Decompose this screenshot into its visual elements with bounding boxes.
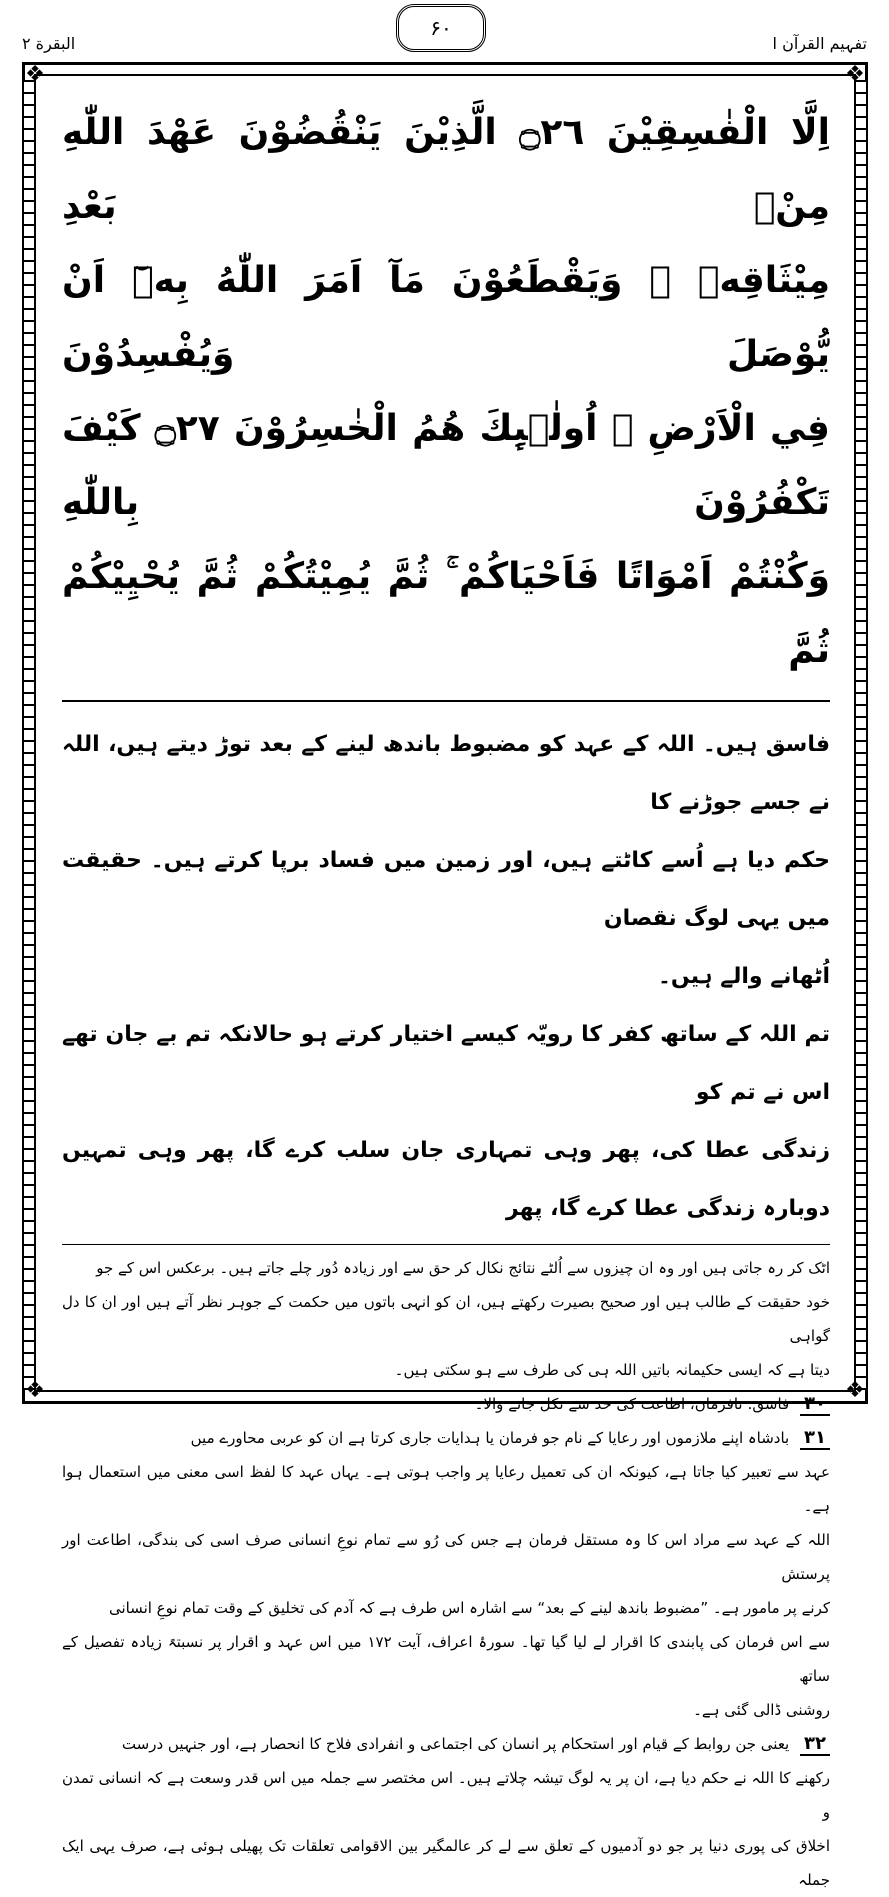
page-header xyxy=(0,0,889,60)
commentary-line: خود حقیقت کے طالب ہیں اور صحیح بصیرت رکھتے ہیں، ان کو انہی باتوں میں حکمت کے جوہر نظر آتے ہیں اور ان کا دل گواہی xyxy=(62,1293,830,1345)
page-number: ۶۰ xyxy=(430,16,452,40)
corner-ornament-icon: ❖ xyxy=(845,62,865,87)
footnote-number: ۳۱ xyxy=(800,1427,830,1450)
footnote-text: یعنی جن روابط کے قیام اور استحکام پر انسان کی اجتماعی و انفرادی فلاح کا انحصار ہے، اور جنہیں درست xyxy=(121,1735,790,1753)
corner-ornament-icon: ❖ xyxy=(845,1378,865,1403)
page-content xyxy=(62,82,830,1897)
footnote-line: عہد سے تعبیر کیا جاتا ہے، کیونکہ ان کی تعمیل رعایا پر واجب ہوتی ہے۔ یہاں عہد کا لفظ اسی معنی میں استعمال ہوا ہے۔ xyxy=(62,1463,830,1515)
page-number-cartouche xyxy=(396,4,486,52)
translation-line: تم اللہ کے ساتھ کفر کا رویّہ کیسے اختیار کرتے ہو حالانکہ تم بے جان تھے اس نے تم کو xyxy=(62,1022,830,1105)
footnote-number: ۳۰ xyxy=(800,1393,830,1416)
urdu-translation xyxy=(62,716,830,1238)
commentary-footnotes xyxy=(62,1251,830,1897)
commentary-line: دیتا ہے کہ ایسی حکیمانہ باتیں اللہ ہی کی طرف سے ہو سکتی ہیں۔ xyxy=(394,1361,830,1379)
surah-name: البقرة ۲ xyxy=(22,34,76,53)
footnote-text: فاسق: نافرمان، اطاعت کی حد سے نکل جانے والا۔ xyxy=(474,1395,790,1413)
footnote-number: ۳۲ xyxy=(800,1733,830,1756)
arabic-verses xyxy=(62,82,830,688)
translation-line: فاسق ہیں۔ اللہ کے عہد کو مضبوط باندھ لینے کے بعد توڑ دیتے ہیں، اللہ نے جسے جوڑنے کا xyxy=(62,732,830,815)
section-divider xyxy=(62,700,830,702)
book-title: تفہیم القرآن ا xyxy=(772,34,867,53)
footnote-30 xyxy=(62,1387,830,1421)
footnote-31 xyxy=(62,1421,830,1455)
footnote-32 xyxy=(62,1727,830,1761)
verse-line: فِي الْاَرْضِ ۭ اُولٰۗىِٕكَ ھُمُ الْخٰسِرُوْنَ ۝٢٧ كَيْفَ تَكْفُرُوْنَ بِاللّٰهِ xyxy=(62,408,830,523)
verse-line: مِيْثَاقِهٖ ۠ وَيَقْطَعُوْنَ مَآ اَمَرَ اللّٰهُ بِهٖٓ اَنْ يُّوْصَلَ وَيُفْسِدُوْنَ xyxy=(62,260,830,375)
footnote-line: کرنے پر مامور ہے۔ ”مضبوط باندھ لینے کے بعد“ سے اشارہ اس طرف ہے کہ آدم کی تخلیق کے وقت تمام نوعِ انسانی xyxy=(108,1599,830,1617)
translation-line: اُٹھانے والے ہیں۔ xyxy=(658,964,830,989)
verse-line: اِلَّا الْفٰسِقِيْنَ ۝٢٦ الَّذِيْنَ يَنْقُضُوْنَ عَهْدَ اللّٰهِ مِنْۢ بَعْدِ xyxy=(62,112,830,227)
translation-line: حکم دیا ہے اُسے کاٹتے ہیں، اور زمین میں فساد برپا کرتے ہیں۔ حقیقت میں یہی لوگ نقصان xyxy=(62,848,830,931)
section-divider xyxy=(62,1244,830,1245)
footnote-line: اخلاق کی پوری دنیا پر جو دو آدمیوں کے تعلق سے لے کر عالمگیر بین الاقوامی تعلقات تک پھیلی ہوئی ہے، صرف یہی ایک جملہ xyxy=(62,1837,830,1889)
footnote-text: بادشاہ اپنے ملازموں اور رعایا کے نام جو فرمان یا ہدایات جاری کرتا ہے ان کو عربی محاورے میں xyxy=(190,1429,790,1447)
commentary-line: اٹک کر رہ جاتی ہیں اور وہ ان چیزوں سے اُلٹے نتائج نکال کر حق سے اور زیادہ دُور چلے جاتے ہیں۔ برعکس اس کے جو xyxy=(96,1259,830,1277)
footnote-line: روشنی ڈالی گئی ہے۔ xyxy=(693,1701,830,1719)
footnote-line: رکھنے کا اللہ نے حکم دیا ہے، ان پر یہ لوگ تیشہ چلاتے ہیں۔ اس مختصر سے جملہ میں اس قدر وسعت ہے کہ انسانی تمدن و xyxy=(62,1769,830,1821)
verse-line: وَكُنْتُمْ اَمْوَاتًا فَاَحْيَاكُمْ ۚ ثُمَّ يُمِيْتُكُمْ ثُمَّ يُحْيِيْكُمْ ثُمَّ xyxy=(62,556,830,671)
corner-ornament-icon: ❖ xyxy=(25,1378,45,1403)
footnote-line: اللہ کے عہد سے مراد اس کا وہ مستقل فرمان ہے جس کی رُو سے تمام نوعِ انسانی صرف اسی کی بندگی، اطاعت اور پرستش xyxy=(62,1531,830,1583)
corner-ornament-icon: ❖ xyxy=(25,62,45,87)
translation-line: زندگی عطا کی، پھر وہی تمہاری جان سلب کرے گا، پھر وہی تمہیں دوبارہ زندگی عطا کرے گا، پھر xyxy=(62,1138,830,1221)
footnote-line: سے اس فرمان کی پابندی کا اقرار لے لیا گیا تھا۔ سورۂ اعراف، آیت ۱۷۲ میں اس عہد و اقرار پر نسبتہً زیادہ تفصیل کے ساتھ xyxy=(62,1633,830,1685)
right-border-ornament xyxy=(856,80,866,1390)
left-border-ornament xyxy=(24,80,34,1390)
